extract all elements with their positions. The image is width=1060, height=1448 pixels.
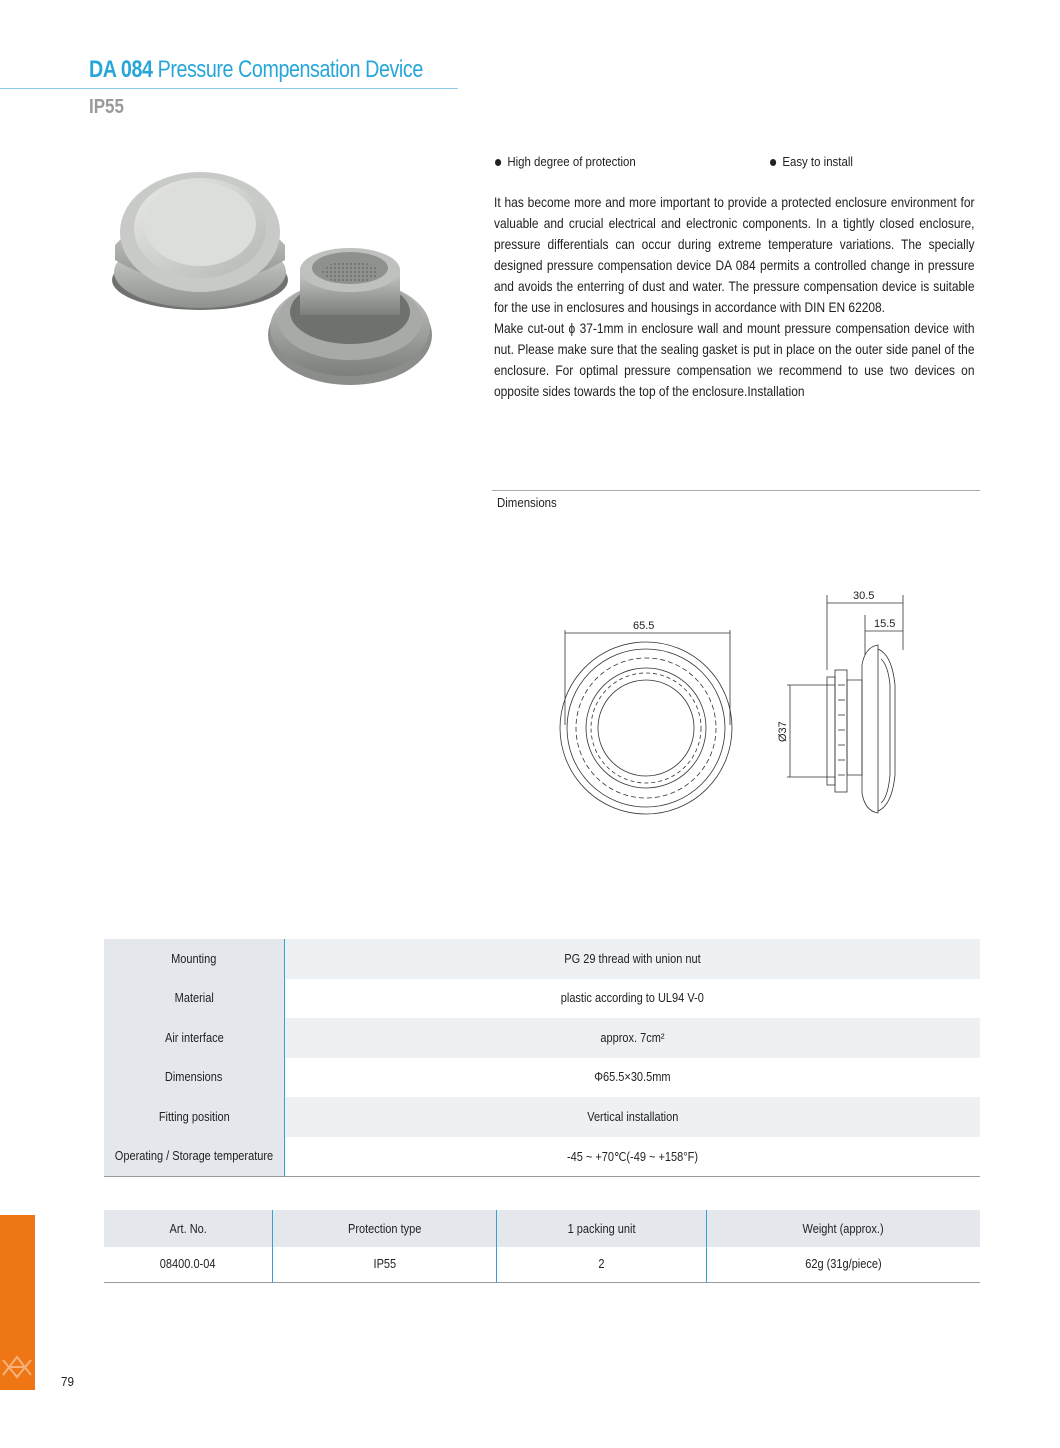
feature-install: Easy to install [770,154,853,169]
column-header: Protection type [347,1221,422,1236]
packing-unit: 2 [598,1257,605,1272]
feature-protection: High degree of protection [495,154,636,169]
protection-rating: IP55 [89,96,124,118]
product-code: DA 084 [89,56,153,83]
table-row [104,979,980,1019]
dimensions-heading: Dimensions [497,495,557,510]
title-divider [0,88,458,89]
installation-paragraph: Make cut-out ϕ 37-1mm in enclosure wall and mount pressure compensation device with nut. Please make sure that the sealing gasket is put in place on the outer side panel of the enclosure. For optimal pressure compensation we recommend to use two devices on opposite sides towards the top of the enclosure.Installation [494,321,975,399]
dimensions-divider [492,490,980,491]
spec-key: Operating / Storage temperature [114,1149,274,1163]
spec-value: approx. 7cm² [600,1030,665,1045]
table-row [104,939,980,979]
bullet-icon [495,159,501,166]
spec-value: Vertical installation [586,1109,679,1124]
table-row [104,1097,980,1137]
dimension-drawing [540,585,940,830]
page-title [89,56,423,84]
column-header: 1 packing unit [567,1221,636,1236]
article-number: 08400.0-04 [160,1257,216,1272]
column-header: Weight (approx.) [802,1221,885,1236]
product-photo [105,150,445,395]
page-number: 79 [61,1374,75,1389]
product-name: Pressure Compensation Device [157,56,423,83]
weight: 62g (31g/piece) [805,1257,882,1272]
sidebar-accent [0,1215,35,1390]
spec-value: Φ65.5×30.5mm [594,1070,671,1085]
spec-value: plastic according to UL94 V-0 [560,991,705,1006]
spec-table [104,939,980,1177]
spec-key: Fitting position [158,1109,230,1124]
table-row [104,1058,980,1098]
spec-key: Air interface [164,1030,224,1045]
side-flange-label: 15.5 [874,618,896,630]
table-row [104,1018,980,1058]
front-diameter-label: 65.5 [633,620,655,632]
table-row [104,1247,980,1282]
side-depth-label: 30.5 [853,590,875,602]
protection-type: IP55 [373,1257,396,1272]
spec-value: PG 29 thread with union nut [564,951,701,966]
spec-key: Dimensions [165,1070,223,1085]
bullet-icon [770,159,776,166]
product-description [494,192,974,402]
table-header-row [104,1210,980,1247]
thread-diameter-label: Ø37 [777,721,789,742]
description-paragraph: It has become more and more important to provide a protected enclosure environment for valuable and crucial electrical and electronic components. In a tightly closed enclosure, pressure differentials can occur during extreme temperature variations. The specially designed pressure compensation device DA 084 permits a controlled change in pressure and avoids the enterring of dust and water. The pressure compensation device is suitable for the use in enclosures and housings in accordance with DIN EN 62208. [494,195,975,315]
spec-key: Material [174,991,214,1006]
spec-key: Mounting [171,951,217,966]
column-header: Art. No. [169,1221,207,1236]
logo-icon [0,1215,35,1390]
article-table [104,1210,980,1283]
spec-value: -45 ~ +70℃(-49 ~ +158°F) [566,1149,699,1164]
table-row [104,1137,980,1177]
